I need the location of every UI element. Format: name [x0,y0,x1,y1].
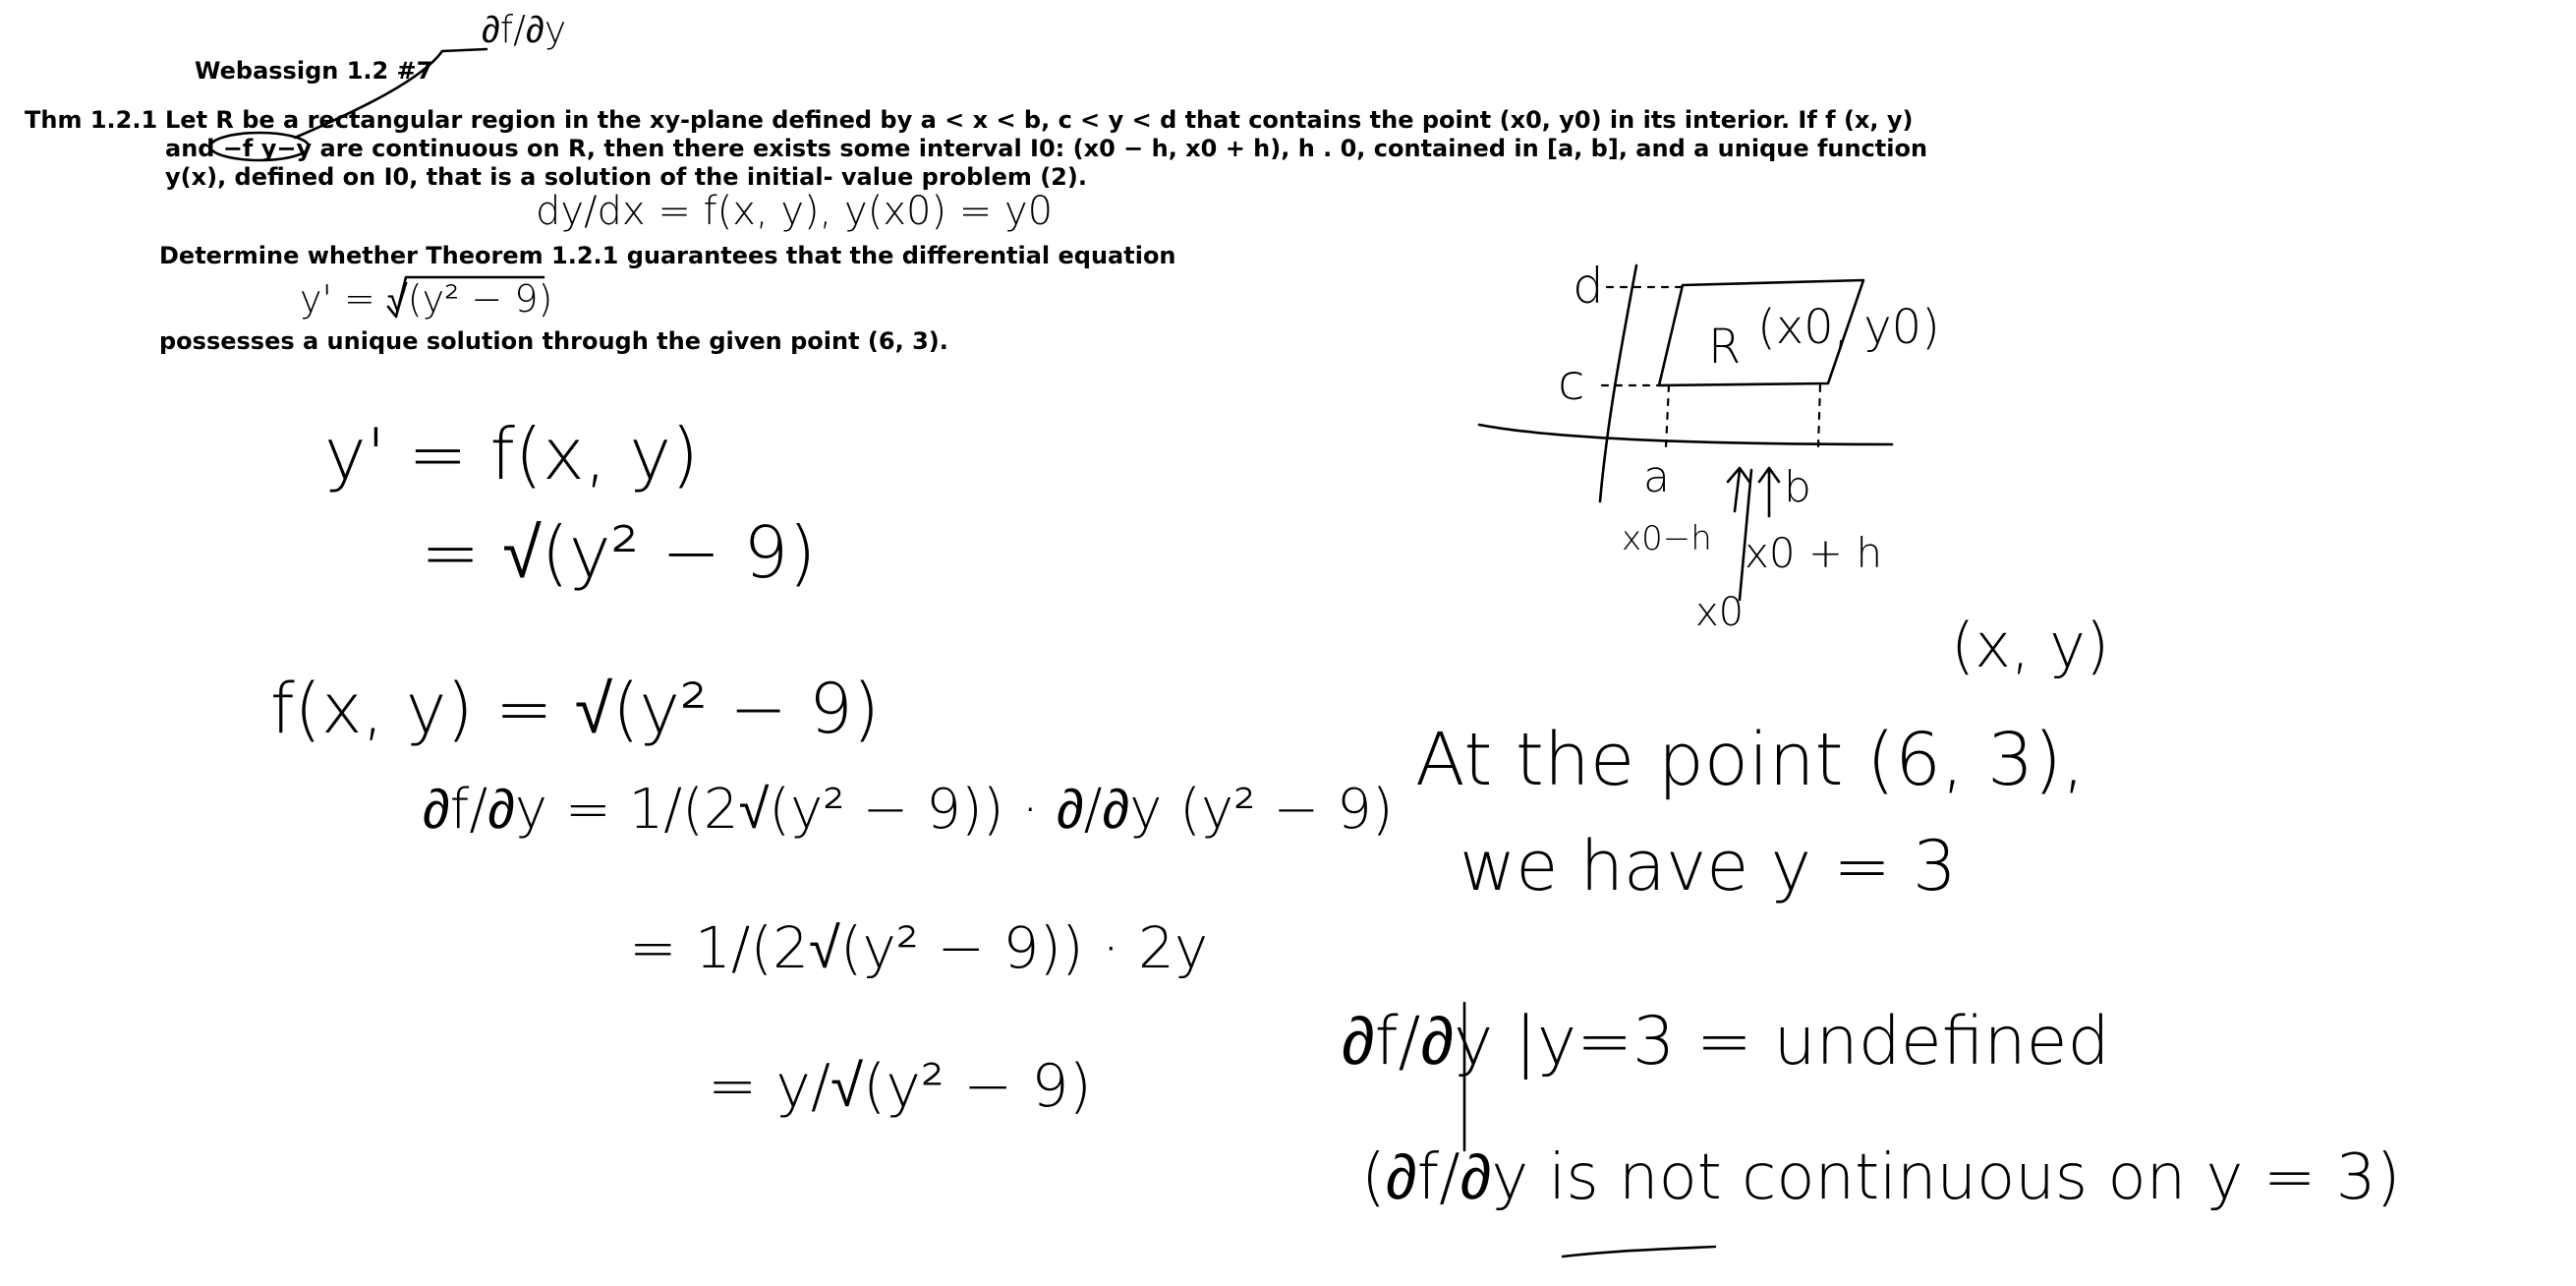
underline-not [1563,1247,1715,1257]
work-line-1: y' = f(x, y) [324,413,700,496]
diagram-label-r: R [1708,320,1742,375]
handwritten-df-dy: ∂f/∂y [482,8,567,51]
arrow-right-end [1759,468,1779,516]
diagram-label-center: x0 [1695,590,1745,635]
diagram-x-axis [1479,425,1892,444]
at-point-line: At the point (6, 3), [1415,718,2086,802]
diagram-label-a: a [1643,452,1670,502]
we-have-line: we have y = 3 [1460,826,1957,906]
work-line-4: ∂f/∂y = 1/(2√(y² − 9)) · ∂/∂y (y² − 9) [423,778,1394,842]
guide-a [1666,385,1669,447]
theorem-line-2: and −f y−y are continuous on R, then there exists some interval I0: (x0 − h, x0 + h), h . 0, contained in [a, b], and a unique function [165,135,1928,162]
diagram-y-axis [1600,265,1636,501]
work-line-5: = 1/(2√(y² − 9)) · 2y [629,914,1209,981]
handwritten-ode: y' = √(y² − 9) [300,277,553,321]
theorem-line-3: y(x), defined on I0, that is a solution of the initial- value problem (2). [165,163,1087,191]
xy-note: (x, y) [1951,610,2110,681]
diagram-label-left-end: x0−h [1622,519,1712,558]
work-line-2: = √(y² − 9) [421,511,817,594]
handwritten-ivp: dy/dx = f(x, y), y(x0) = y0 [536,189,1054,234]
diagram-label-c: c [1558,354,1585,411]
guide-b [1818,385,1820,447]
diagram-label-point: (x0, y0) [1757,300,1940,355]
question-line-1: Determine whether Theorem 1.2.1 guarantees that the differential equation [159,242,1176,269]
theorem-line-1: Let R be a rectangular region in the xy-plane defined by a < x < b, c < y < d that contains the point (x0, y0) in its interior. If f (x, y) [165,106,1914,134]
arrow-left-end [1728,468,1749,511]
theorem-label: Thm 1.2.1 [25,106,158,134]
question-line-2: possesses a unique solution through the given point (6, 3). [159,327,948,355]
diagram-label-b: b [1784,462,1811,512]
result-line: ∂f/∂y |y=3 = undefined [1342,1003,2110,1081]
work-line-6: = y/√(y² − 9) [708,1052,1092,1121]
conclusion-line: (∂f/∂y is not continuous on y = 3) [1361,1141,2401,1214]
diagram-label-right-end: x0 + h [1745,529,1883,577]
diagram-label-d: d [1573,258,1604,315]
problem-title: Webassign 1.2 #7 [195,57,433,85]
work-line-3: f(x, y) = √(y² − 9) [270,669,880,749]
